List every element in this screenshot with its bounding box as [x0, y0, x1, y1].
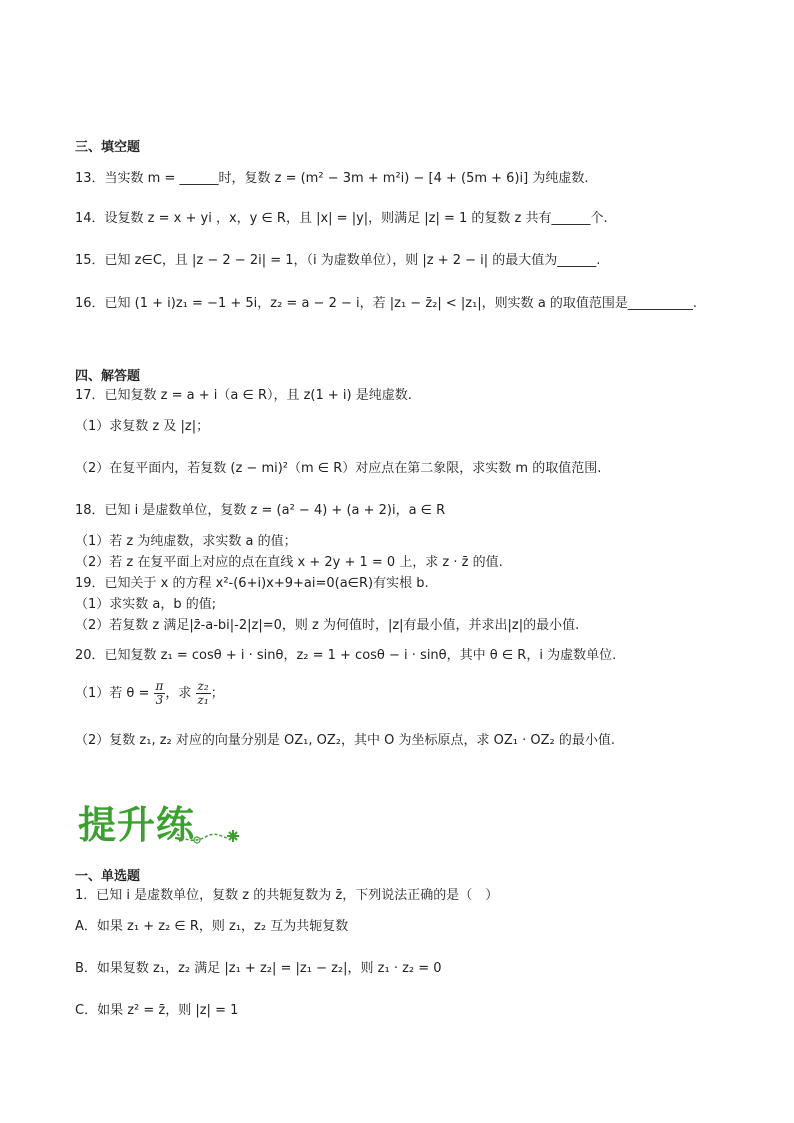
section-heading-single-choice: 一、单选题: [75, 869, 141, 884]
fraction-numerator: π: [155, 679, 164, 693]
question-18-part-1: （1）若 z 为纯虚数，求实数 a 的值；: [75, 534, 297, 549]
question-19-part-1: （1）求实数 a，b 的值;: [75, 597, 217, 612]
question-18-part-2: （2）若 z 在复平面上对应的点在直线 x + 2y + 1 = 0 上，求 z · z̄ 的值.: [75, 555, 503, 570]
question-15: 15．已知 z∈C，且 |z − 2 − 2i| = 1，（i 为虚数单位），则 |z + 2 − i| 的最大值为______.: [75, 253, 601, 268]
question-14: 14．设复数 z = x + yi ，x，y ∈ R，且 |x| = |y|，则满足 |z| = 1 的复数 z 共有______个.: [75, 211, 608, 226]
option-b: B．如果复数 z₁，z₂ 满足 |z₁ + z₂| = |z₁ − z₂|，则 z₁ · z₂ = 0: [75, 961, 442, 976]
fraction-denominator-z1: z₁: [197, 693, 209, 707]
fraction-denominator: 3: [155, 693, 164, 707]
question-19: 19．已知关于 x 的方程 x²-(6+i)x+9+ai=0(a∈R)有实根 b.: [75, 576, 429, 591]
question-18: 18．已知 i 是虚数单位，复数 z = (a² − 4) + (a + 2)i，a ∈ R: [75, 503, 446, 518]
q20-1-middle: ，求: [165, 686, 196, 701]
fraction-z2-over-z1: [196, 680, 211, 707]
section-heading-answer: 四、解答题: [75, 369, 141, 384]
question-17: 17．已知复数 z = a + i（a ∈ R），且 z(1 + i) 是纯虚数.: [75, 388, 412, 403]
option-a: A．如果 z₁ + z₂ ∈ R，则 z₁，z₂ 互为共轭复数: [75, 919, 349, 934]
question-13: 13．当实数 m = ______时，复数 z = (m² − 3m + m²i) − [4 + (5m + 6)i] 为纯虚数.: [75, 171, 589, 186]
question-17-part-1: （1）求复数 z 及 |z|；: [75, 419, 210, 434]
question-17-part-2: （2）在复平面内，若复数 (z − mi)²（m ∈ R）对应点在第二象限，求实数 m 的取值范围.: [75, 461, 602, 476]
question-19-part-2: （2）若复数 z 满足|z̄-a-bi|-2|z|=0，则 z 为何值时，|z|有最小值，并求出|z|的最小值.: [75, 618, 580, 633]
question-16: 16．已知 (1 + i)z₁ = −1 + 5i，z₂ = a − 2 − i，若 |z₁ − z̄₂| < |z₁|，则实数 a 的取值范围是__________.: [75, 296, 698, 311]
option-c: C．如果 z² = z̄，则 |z| = 1: [75, 1003, 239, 1018]
fraction-numerator-z2: z₂: [197, 679, 209, 693]
brand-title: 提升练: [78, 803, 196, 847]
question-1: 1．已知 i 是虚数单位，复数 z 的共轭复数为 z̄，下列说法正确的是（ ）: [75, 888, 499, 903]
q20-1-prefix: （1）若 θ =: [75, 686, 154, 701]
section-heading-fill-blank: 三、填空题: [75, 140, 141, 155]
decorative-vine-icon: [175, 826, 245, 848]
question-20: 20．已知复数 z₁ = cosθ + i · sinθ，z₂ = 1 + cosθ − i · sinθ，其中 θ ∈ R，i 为虚数单位.: [75, 648, 617, 663]
fraction-pi-over-3: [154, 680, 166, 707]
question-20-part-2: （2）复数 z₁, z₂ 对应的向量分别是 OZ₁, OZ₂，其中 O 为坐标原点，求 OZ₁ · OZ₂ 的最小值.: [75, 733, 615, 748]
question-20-part-1: [75, 680, 224, 707]
q20-1-end: ；: [210, 686, 224, 701]
